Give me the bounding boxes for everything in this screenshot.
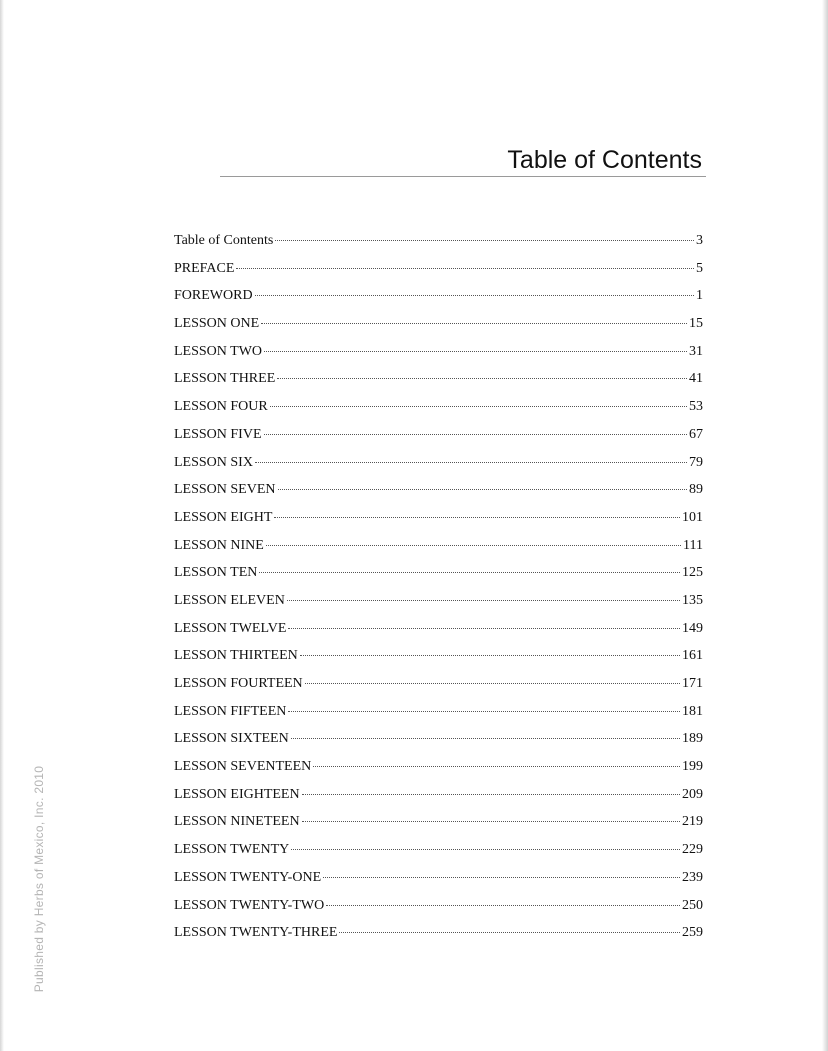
- title-divider: [220, 176, 706, 177]
- toc-entry-page: 53: [689, 399, 703, 415]
- toc-entry[interactable]: [174, 894, 703, 922]
- toc-entry-page: 1: [696, 288, 703, 304]
- toc-dot-leader: [288, 628, 680, 629]
- toc-entry[interactable]: [174, 478, 703, 506]
- toc-dot-leader: [261, 323, 687, 324]
- toc-entry[interactable]: [174, 755, 703, 783]
- toc-entry-page: 229: [682, 842, 703, 858]
- toc-entry-label: LESSON SIX: [174, 454, 253, 470]
- toc-entry-label: FOREWORD: [174, 288, 253, 304]
- toc-entry[interactable]: [174, 451, 703, 479]
- toc-dot-leader: [275, 240, 694, 241]
- page-shadow-left: [0, 0, 4, 1051]
- toc-dot-leader: [313, 766, 680, 767]
- toc-entry[interactable]: [174, 561, 703, 589]
- toc-entry-page: 3: [696, 233, 703, 248]
- toc-dot-leader: [291, 849, 680, 850]
- toc-dot-leader: [270, 406, 687, 407]
- page-shadow-right: [822, 0, 828, 1051]
- toc-dot-leader: [255, 295, 694, 296]
- toc-dot-leader: [255, 462, 687, 463]
- toc-entry-page: 239: [682, 869, 703, 885]
- toc-dot-leader: [302, 821, 680, 822]
- toc-dot-leader: [277, 378, 687, 379]
- toc-entry-page: 101: [682, 509, 703, 525]
- toc-dot-leader: [274, 517, 680, 518]
- toc-entry-page: 219: [682, 814, 703, 830]
- toc-entry-label: LESSON TWELVE: [174, 620, 287, 636]
- toc-entry-label: LESSON SIXTEEN: [174, 731, 289, 747]
- toc-entry-page: 67: [689, 426, 703, 442]
- toc-entry-label: PREFACE: [174, 260, 235, 276]
- toc-dot-leader: [326, 905, 680, 906]
- toc-entry-label: LESSON FIFTEEN: [174, 703, 287, 719]
- toc-entry[interactable]: [174, 921, 703, 949]
- toc-entry[interactable]: [174, 395, 703, 423]
- toc-dot-leader: [287, 600, 680, 601]
- toc-dot-leader: [264, 434, 687, 435]
- toc-entry-label: LESSON NINE: [174, 537, 264, 553]
- toc-dot-leader: [291, 738, 680, 739]
- toc-entry-page: 161: [682, 648, 703, 664]
- toc-entry-label: LESSON ONE: [174, 316, 260, 332]
- toc-entry[interactable]: [174, 838, 703, 866]
- toc-entry-page: 259: [682, 925, 703, 941]
- toc-entry-page: 41: [689, 371, 703, 387]
- toc-dot-leader: [264, 351, 687, 352]
- toc-dot-leader: [300, 655, 680, 656]
- toc-entry-label: LESSON FIVE: [174, 426, 262, 442]
- toc-entry[interactable]: [174, 617, 703, 645]
- publisher-watermark: Published by Herbs of Mexico, Inc. 2010: [32, 765, 46, 993]
- toc-entry[interactable]: [174, 367, 703, 395]
- toc-entry-label: LESSON SEVEN: [174, 482, 276, 498]
- toc-entry[interactable]: [174, 534, 703, 562]
- toc-entry-page: 111: [683, 537, 703, 553]
- toc-dot-leader: [236, 268, 694, 269]
- toc-entry-label: Table of Contents: [174, 233, 274, 248]
- toc-entry-page: 171: [682, 676, 703, 691]
- toc-entry-label: LESSON ELEVEN: [174, 592, 285, 608]
- toc-entry-label: LESSON TWENTY-THREE: [174, 925, 338, 941]
- toc-entry-page: 125: [682, 565, 703, 581]
- toc-entry[interactable]: [174, 284, 703, 312]
- toc-entry-page: 199: [682, 759, 703, 775]
- toc-entry-label: LESSON TEN: [174, 565, 258, 581]
- toc-entry[interactable]: [174, 257, 703, 285]
- toc-list: [174, 229, 703, 949]
- toc-entry[interactable]: [174, 810, 703, 838]
- toc-entry-label: LESSON EIGHTEEN: [174, 786, 300, 802]
- toc-entry-page: 15: [689, 316, 703, 332]
- toc-entry-label: LESSON THREE: [174, 371, 276, 387]
- toc-entry-label: LESSON NINETEEN: [174, 814, 300, 830]
- toc-entry-page: 181: [682, 703, 703, 719]
- toc-dot-leader: [288, 711, 680, 712]
- toc-entry-label: LESSON EIGHT: [174, 509, 273, 525]
- toc-entry[interactable]: [174, 229, 703, 257]
- toc-entry[interactable]: [174, 727, 703, 755]
- toc-entry[interactable]: [174, 672, 703, 700]
- toc-entry[interactable]: [174, 340, 703, 368]
- toc-entry-label: LESSON TWENTY-TWO: [174, 897, 325, 913]
- toc-entry-label: LESSON TWENTY: [174, 842, 290, 858]
- toc-entry-label: LESSON THIRTEEN: [174, 648, 298, 664]
- toc-entry-page: 31: [689, 343, 703, 359]
- toc-dot-leader: [339, 932, 680, 933]
- toc-entry-page: 149: [682, 620, 703, 636]
- toc-dot-leader: [302, 794, 680, 795]
- toc-entry-page: 209: [682, 786, 703, 802]
- toc-dot-leader: [278, 489, 687, 490]
- toc-dot-leader: [259, 572, 680, 573]
- toc-entry-page: 79: [689, 454, 703, 470]
- toc-entry-page: 135: [682, 592, 703, 608]
- toc-entry[interactable]: [174, 312, 703, 340]
- toc-entry[interactable]: [174, 866, 703, 894]
- toc-entry[interactable]: [174, 423, 703, 451]
- toc-entry-label: LESSON TWO: [174, 343, 263, 359]
- toc-dot-leader: [305, 683, 680, 684]
- toc-entry-label: LESSON SEVENTEEN: [174, 759, 312, 775]
- toc-entry[interactable]: [174, 589, 703, 617]
- toc-dot-leader: [266, 545, 681, 546]
- toc-entry-page: 5: [696, 260, 703, 276]
- toc-entry[interactable]: [174, 644, 703, 672]
- toc-entry-page: 89: [689, 482, 703, 498]
- toc-entry-page: 189: [682, 731, 703, 747]
- toc-entry[interactable]: [174, 700, 703, 728]
- toc-entry-label: LESSON TWENTY-ONE: [174, 869, 322, 885]
- toc-dot-leader: [323, 877, 680, 878]
- toc-entry[interactable]: [174, 506, 703, 534]
- toc-entry-label: LESSON FOUR: [174, 399, 268, 415]
- toc-entry-label: LESSON FOURTEEN: [174, 676, 303, 691]
- toc-entry[interactable]: [174, 783, 703, 811]
- page-title: Table of Contents: [507, 146, 702, 174]
- toc-entry-page: 250: [682, 897, 703, 913]
